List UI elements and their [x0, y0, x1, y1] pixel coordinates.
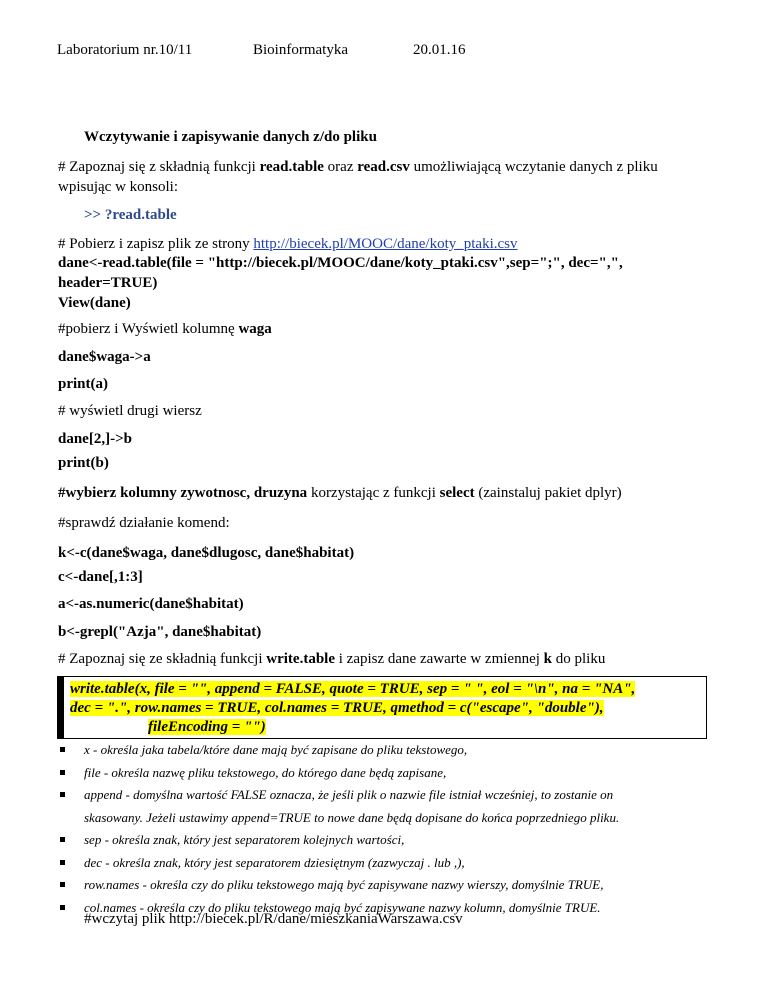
print-a-command: print(a)	[58, 376, 108, 392]
print-b-command: print(b)	[58, 455, 109, 471]
code-line-2: dec = ".", row.names = TRUE, col.names = TRUE, qmethod = c("escape", "double"),	[70, 700, 604, 716]
write-table-signature-box	[57, 676, 707, 739]
comment-second-row: # wyświetl drugi wiersz	[58, 403, 202, 419]
bullet-icon	[60, 747, 65, 752]
section-title: Wczytywanie i zapisywanie danych z/do pliku	[84, 129, 377, 145]
b-command: b<-grepl("Azja", dane$habitat)	[58, 624, 262, 640]
intro-line-1: # Zapoznaj się z składnią funkcji read.table oraz read.csv umożliwiającą wczytanie danych z pliku	[58, 159, 658, 175]
csv-link[interactable]: http://biecek.pl/MOOC/dane/koty_ptaki.csv	[253, 236, 518, 252]
a-command: a<-as.numeric(dane$habitat)	[58, 596, 244, 612]
view-command: View(dane)	[58, 295, 131, 311]
download-line: # Pobierz i zapisz plik ze strony http://biecek.pl/MOOC/dane/koty_ptaki.csv	[58, 236, 518, 252]
bullet-icon	[60, 837, 65, 842]
help-command: >> ?read.table	[84, 207, 177, 223]
header-lab: Laboratorium nr.10/11	[57, 42, 193, 58]
bullet-icon	[60, 792, 65, 797]
bullet-icon	[60, 905, 65, 910]
code-line-1: write.table(x, file = "", append = FALSE, quote = TRUE, sep = " ", eol = "\n", na = "NA",	[70, 681, 636, 697]
comment-column-waga: #pobierz i Wyświetl kolumnę waga	[58, 321, 272, 337]
row-command: dane[2,]->b	[58, 431, 132, 447]
bullet-icon	[60, 770, 65, 775]
header-date: 20.01.16	[413, 42, 466, 58]
comment-select: #wybierz kolumny zywotnosc, druzyna korzystając z funkcji select (zainstaluj pakiet dplyr)	[58, 485, 622, 501]
read-table-command: dane<-read.table(file = "http://biecek.pl/MOOC/dane/koty_ptaki.csv",sep=";", dec=",",	[58, 255, 623, 271]
k-command: k<-c(dane$waga, dane$dlugosc, dane$habitat)	[58, 545, 355, 561]
read-table-command-cont: header=TRUE)	[58, 275, 158, 291]
final-instruction: #wczytaj plik http://biecek.pl/R/dane/mieszkaniaWarszawa.csv	[84, 911, 463, 927]
waga-command: dane$waga->a	[58, 349, 151, 365]
header-subject: Bioinformatyka	[253, 42, 348, 58]
code-line-3: fileEncoding = "")	[148, 719, 266, 735]
comment-write-table: # Zapoznaj się ze składnią funkcji write.table i zapisz dane zawarte w zmiennej k do pliku	[58, 651, 606, 667]
bullet-icon	[60, 882, 65, 887]
intro-line-2: wpisując w konsoli:	[58, 179, 178, 195]
c-command: c<-dane[,1:3]	[58, 569, 143, 585]
bullet-icon	[60, 860, 65, 865]
comment-check: #sprawdź działanie komend:	[58, 515, 230, 531]
